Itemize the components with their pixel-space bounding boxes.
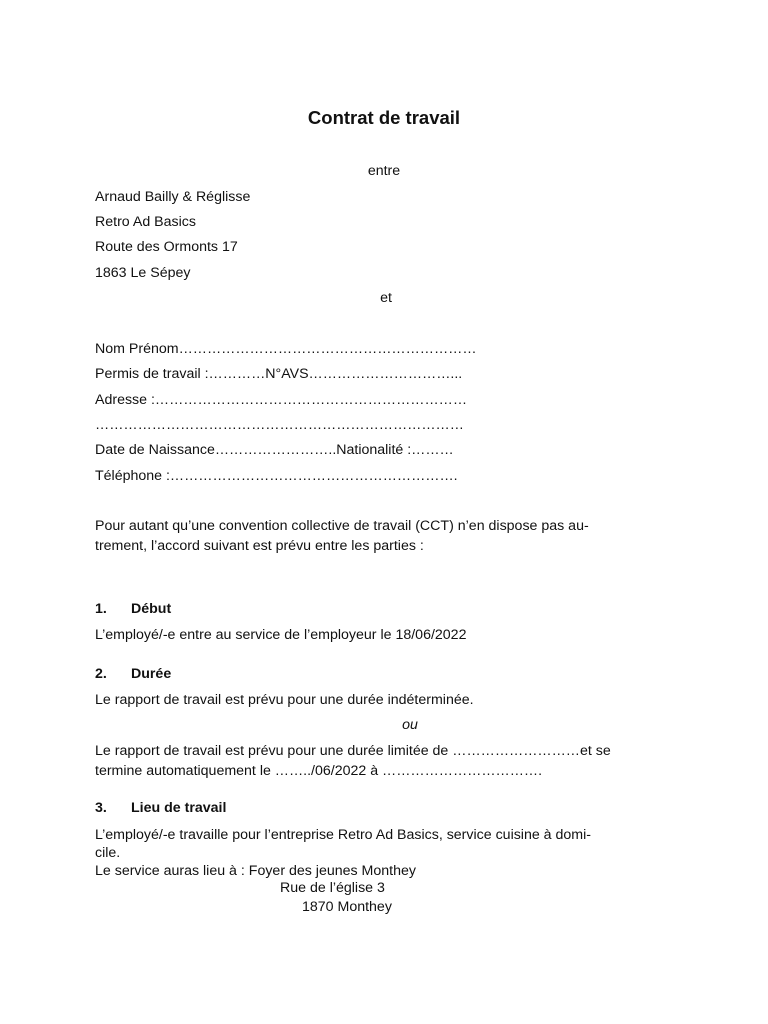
document-title: Contrat de travail xyxy=(307,107,461,128)
employer-name: Arnaud Bailly & Réglisse xyxy=(95,189,251,205)
section-1-number: 1. xyxy=(95,601,107,617)
section-2-text-3: termine automatiquement le ……../06/2022 à ……………………………. xyxy=(95,763,543,779)
employee-permit-field: Permis de travail :…………N°AVS…………………………... xyxy=(95,366,463,382)
employer-company: Retro Ad Basics xyxy=(95,214,196,230)
service-address-street: Rue de l’église 3 xyxy=(280,880,385,896)
section-3-text-2: cile. xyxy=(95,845,121,861)
intro-line-1: Pour autant qu’une convention collective de travail (CCT) n’en dispose pas au- xyxy=(95,518,589,534)
section-3-text-3: Le service auras lieu à : Foyer des jeunes Monthey xyxy=(95,863,416,879)
service-address-city: 1870 Monthey xyxy=(302,899,392,915)
employee-phone-field: Téléphone :……………………………………………………. xyxy=(95,468,458,484)
employer-city: 1863 Le Sépey xyxy=(95,265,191,281)
section-2-text-1: Le rapport de travail est prévu pour une durée indéterminée. xyxy=(95,692,474,708)
section-2-number: 2. xyxy=(95,666,107,682)
between-label: entre xyxy=(367,163,401,179)
section-2-text-2: Le rapport de travail est prévu pour une durée limitée de ………………………et se xyxy=(95,743,611,759)
section-2-heading: Durée xyxy=(131,666,172,682)
section-1-heading: Début xyxy=(131,601,172,617)
section-3-text-1: L’employé/-e travaille pour l’entreprise Retro Ad Basics, service cuisine à domi- xyxy=(95,827,591,843)
employee-birth-field: Date de Naissance……………………..Nationalité :……… xyxy=(95,442,454,458)
section-1-text: L’employé/-e entre au service de l’employeur le 18/06/2022 xyxy=(95,627,467,643)
employee-name-field: Nom Prénom……………………………………………………… xyxy=(95,341,477,357)
section-3-heading: Lieu de travail xyxy=(131,800,227,816)
employer-street: Route des Ormonts 17 xyxy=(95,239,238,255)
section-3-number: 3. xyxy=(95,800,107,816)
employee-address-field: Adresse :………………………………………………………… xyxy=(95,392,468,408)
intro-line-2: trement, l’accord suivant est prévu entre les parties : xyxy=(95,538,424,554)
employee-address-line2: …………………………………………………………………… xyxy=(95,417,464,433)
and-label: et xyxy=(380,290,392,306)
section-2-or: ou xyxy=(402,717,418,733)
